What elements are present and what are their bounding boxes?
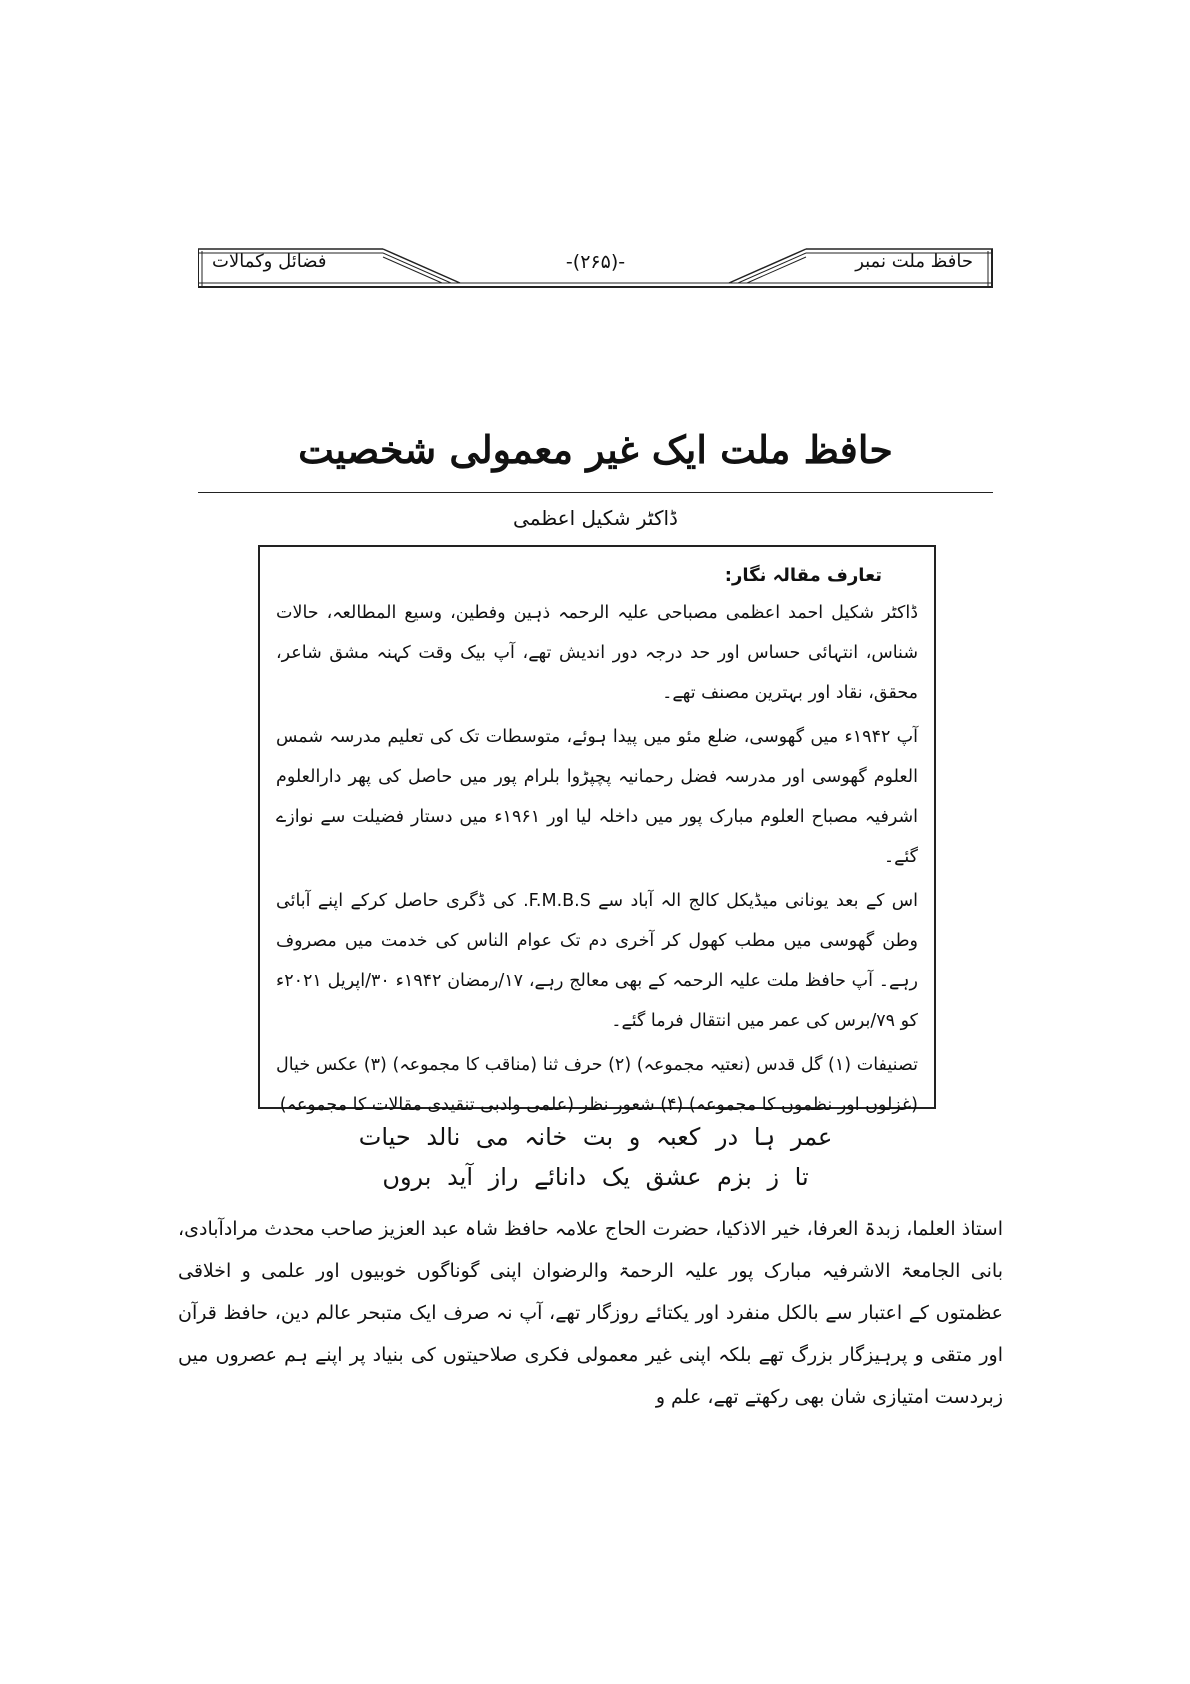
couplet-line: تا ز بزم عشق یک دانائے راز آید بروں [382, 1163, 809, 1191]
page-header [198, 247, 993, 289]
author-intro-paragraph: اس کے بعد یونانی میڈیکل کالج الہ آباد سے F.M.B.S. کی ڈگری حاصل کرکے اپنے آبائی وطن گھوسی میں مطب کھول کر آخری دم تک عوام الناس کی خدمت میں مصروف رہے۔ آپ حافظ ملت علیہ الرحمہ کے بھی معالج رہے، ۱۷/رمضان ۱۹۴۲ء ۳۰/اپریل ۲۰۲۱ء کو ۷۹/برس کی عمر میں انتقال فرما گئے۔ [276, 891, 918, 1031]
couplet-line: عمر ہا در کعبہ و بت خانہ می نالد حیات [358, 1123, 833, 1151]
article-body-paragraph: استاذ العلما، زبدۃ العرفا، خیر الاذکیا، حضرت الحاج علامہ حافظ شاہ عبد العزیز صاحب محدث مرادآبادی، بانی الجامعۃ الاشرفیہ مبارک پور علیہ الرحمۃ والرضوان اپنی گوناگوں خوبیوں اور علمی و اخلاقی عظمتوں کے اعتبار سے بالکل منفرد اور یکتائے روزگار تھے، آپ نہ صرف ایک متبحر عالم دین، حافظ قرآن اور متقی و پرہیزگار بزرگ تھے بلکہ اپنی غیر معمولی فکری صلاحیتوں کی بنیاد پر اپنے ہم عصروں میں زبردست امتیازی شان بھی رکھتے تھے، علم و [178, 1218, 1003, 1408]
author-intro-paragraph: ڈاکٹر شکیل احمد اعظمی مصباحی علیہ الرحمہ ذہین وفطین، وسیع المطالعہ، حالات شناس، انتہائی حساس اور حد درجہ دور اندیش تھے، آپ بیک وقت کہنہ مشق شاعر، محقق، نقاد اور بہترین مصنف تھے۔ [276, 603, 918, 703]
journal-name: حافظ ملت نمبر [855, 251, 973, 272]
page-number: -(۲۶۵)- [565, 251, 626, 273]
title-divider [198, 492, 993, 493]
section-name: فضائل وکمالات [212, 251, 327, 272]
author-intro-box [258, 545, 936, 1115]
author-intro-heading: تعارف مقالہ نگار: [724, 565, 882, 586]
persian-couplet [198, 1117, 993, 1197]
author-intro-paragraph: آپ ۱۹۴۲ء میں گھوسی، ضلع مئو میں پیدا ہوئے، متوسطات تک کی تعلیم مدرسہ شمس العلوم گھوسی اور مدرسہ فضل رحمانیہ پچپڑوا بلرام پور میں حاصل کی پھر دارالعلوم اشرفیہ مصباح العلوم مبارک پور میں داخلہ لیا اور ۱۹۶۱ء میں دستار فضیلت سے نوازے گئے۔ [276, 727, 918, 867]
article-title: حافظ ملت ایک غیر معمولی شخصیت [298, 427, 893, 472]
article-author: ڈاکٹر شکیل اعظمی [513, 506, 678, 530]
author-works-paragraph: تصنیفات (۱) گل قدس (نعتیہ مجموعہ) (۲) حرف ثنا (مناقب کا مجموعہ) (۳) عکس خیال (غزلوں اور نظموں کا مجموعہ) (۴) شعور نظر (علمی وادبی تنقیدی مقالات کا مجموعہ) [276, 1055, 918, 1115]
